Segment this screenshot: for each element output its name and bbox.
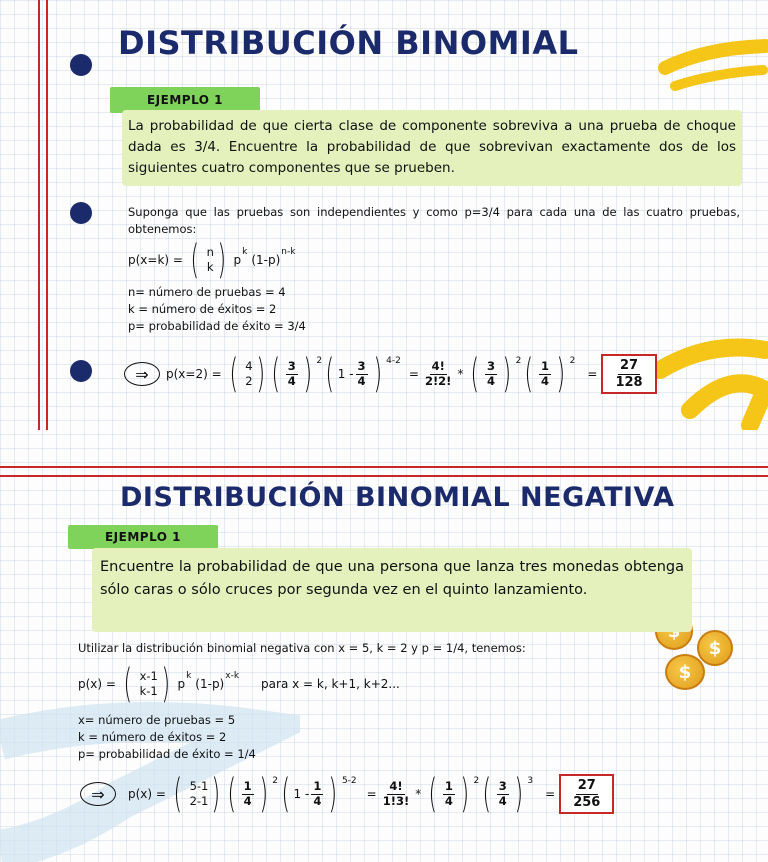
bullet-dot: [70, 202, 92, 224]
definition-k: k = número de éxitos = 2: [128, 302, 277, 316]
paren: (: [482, 771, 492, 817]
coef-top: x-1: [139, 669, 158, 684]
exponent: 2: [473, 776, 480, 786]
arrow-icon: ⇒: [80, 782, 116, 806]
exponent: k: [242, 247, 248, 257]
arrow-icon: ⇒: [124, 362, 160, 386]
calculation-row: [80, 772, 614, 816]
exponent: 2: [272, 776, 278, 786]
binomial-coefficient: [140, 669, 158, 699]
exponent: 5-2: [341, 776, 357, 786]
margin-line-2: [46, 0, 48, 430]
margin-line-1: [38, 0, 40, 430]
numerator: 4!: [431, 358, 445, 373]
fraction: [537, 360, 553, 389]
paren: ): [556, 351, 566, 397]
denominator: 2!2!: [424, 373, 452, 388]
binomial-coefficient: [207, 245, 214, 275]
problem-box: La probabilidad de que cierta clase de componente sobreviva a una prueba de choque dada es 3/4. Encuentre la probabilidad de que sobrevivan exactamente dos de los siguientes cuatro componentes que se prueben.: [122, 110, 742, 186]
paren: ): [211, 771, 221, 817]
one-minus: 1 -: [337, 367, 354, 381]
bullet-dot: [70, 360, 92, 382]
exponent: 2: [316, 356, 323, 366]
denominator: 4: [357, 373, 366, 388]
numerator: 4!: [389, 778, 403, 793]
result-box: [601, 354, 656, 394]
equals: =: [408, 367, 419, 381]
factorial-fraction: [381, 780, 412, 809]
exponent: 3: [527, 776, 534, 786]
exponent: 2: [515, 356, 522, 366]
fraction: [309, 780, 325, 809]
yellow-brush-decoration: [650, 330, 768, 430]
one-minus: 1 -: [293, 787, 310, 801]
divider-line-1: [0, 466, 768, 468]
numerator: 3: [357, 358, 366, 373]
formula-p: p: [233, 253, 242, 267]
paren: (: [229, 351, 238, 397]
result-fraction: [571, 778, 602, 810]
binomial-coefficient: [190, 779, 209, 809]
paren: (: [190, 237, 200, 283]
denominator: 4: [313, 793, 322, 808]
formula-lhs: p(x) =: [78, 677, 116, 691]
section-title: DISTRIBUCIÓN BINOMIAL: [118, 24, 579, 62]
fraction: [240, 780, 256, 809]
calc-lhs: p(x) =: [128, 787, 166, 801]
numerator: 1: [444, 778, 453, 793]
fraction: [441, 780, 457, 809]
exponent: 2: [569, 356, 576, 366]
denominator: 4: [541, 373, 550, 388]
result-box: [559, 774, 614, 814]
para-condition: para x = k, k+1, k+2...: [261, 677, 400, 691]
paren: ): [328, 771, 338, 817]
divider-line-2: [0, 475, 768, 477]
definition-x: x= número de pruebas = 5: [78, 713, 236, 727]
denominator: 4: [243, 793, 252, 808]
paren: (: [227, 771, 237, 817]
exponent: n-k: [281, 247, 296, 257]
paren: (: [281, 771, 291, 817]
equals: =: [366, 787, 377, 801]
equals: =: [545, 787, 556, 801]
paren: (: [271, 351, 281, 397]
denominator: 256: [573, 794, 601, 810]
numerator: 3: [287, 358, 296, 373]
denominator: 4: [444, 793, 453, 808]
section-title: DISTRIBUCIÓN BINOMIAL NEGATIVA: [120, 482, 675, 513]
paren: ): [373, 351, 382, 397]
problem-box: Encuentre la probabilidad de que una persona que lanza tres monedas obtenga sólo caras o sólo cruces por segunda vez en el quinto lanzamiento.: [92, 548, 692, 632]
exponent: 4-2: [386, 356, 401, 366]
fraction: [495, 780, 511, 809]
coef-top: 5-1: [189, 779, 209, 794]
times: *: [415, 787, 422, 801]
paren: ): [460, 771, 469, 817]
definition-k: k = número de éxitos = 2: [78, 730, 227, 744]
numerator: 3: [498, 778, 507, 793]
paren: ): [161, 661, 170, 707]
exponent: x-k: [225, 671, 240, 681]
bullet-dot: [70, 54, 92, 76]
fraction: [354, 360, 370, 389]
definition-n: n= número de pruebas = 4: [128, 285, 286, 299]
coin-icon: $: [697, 630, 733, 666]
denominator: 4: [287, 373, 296, 388]
fraction: [284, 360, 300, 389]
coef-bottom: 2-1: [189, 794, 209, 808]
numerator: 3: [487, 358, 496, 373]
formula-lhs: p(x=k) =: [128, 253, 183, 267]
exponent: k: [186, 671, 192, 681]
coef-bottom: k-1: [139, 684, 158, 698]
paren: ): [502, 351, 512, 397]
times: *: [457, 367, 464, 381]
formula-p: p: [177, 677, 186, 691]
coef-bottom: k: [206, 260, 214, 274]
paren: ): [217, 237, 226, 283]
coef-top: 4: [245, 359, 253, 374]
numerator: 1: [243, 778, 252, 793]
equals: =: [587, 367, 598, 381]
paren: (: [325, 351, 335, 397]
paren: ): [259, 771, 268, 817]
formula-q: (1-p): [251, 253, 281, 267]
denominator: 4: [498, 793, 507, 808]
coin-icon: $: [665, 654, 705, 690]
formula-q: (1-p): [195, 677, 225, 691]
numerator: 1: [541, 358, 550, 373]
intro-text: Suponga que las pruebas son independientes y como p=3/4 para cada una de las cuatro pruebas, obtenemos:: [128, 205, 740, 236]
factorial-fraction: [423, 360, 454, 389]
binomial-coefficient: [245, 359, 252, 389]
definition-p: p= probabilidad de éxito = 1/4: [78, 747, 256, 761]
paren: (: [524, 351, 534, 397]
negative-binomial-formula: [78, 661, 400, 707]
paren: ): [514, 771, 523, 817]
coef-bottom: 2: [245, 374, 253, 388]
denominator: 4: [487, 373, 496, 388]
calc-lhs: p(x=2) =: [166, 367, 222, 381]
paren: (: [173, 771, 183, 817]
denominator: 1!3!: [382, 793, 410, 808]
calculation-row: [124, 352, 657, 396]
result-fraction: [613, 358, 644, 390]
coef-top: n: [206, 245, 214, 260]
definition-p: p= probabilidad de éxito = 3/4: [128, 319, 306, 333]
paren: (: [428, 771, 438, 817]
numerator: 1: [313, 778, 322, 793]
fraction: [483, 360, 499, 389]
paren: (: [123, 661, 133, 707]
paren: ): [256, 351, 265, 397]
numerator: 27: [577, 777, 596, 793]
intro-text: Utilizar la distribución binomial negativa con x = 5, k = 2 y p = 1/4, tenemos:: [78, 641, 526, 655]
paren: ): [303, 351, 312, 397]
example-tag: EJEMPLO 1: [110, 87, 260, 113]
yellow-brush-decoration: [655, 28, 768, 98]
example-tag: EJEMPLO 1: [68, 525, 218, 549]
binomial-formula: [128, 237, 296, 283]
denominator: 128: [615, 374, 643, 390]
numerator: 27: [619, 357, 639, 373]
paren: (: [470, 351, 480, 397]
